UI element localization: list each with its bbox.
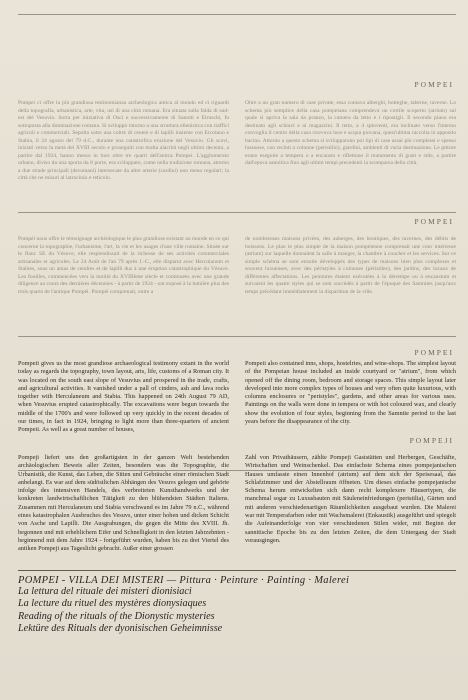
section-label-german: POMPEJI [409,436,454,445]
section-label-french: POMPEI [414,217,454,226]
german-column-1: Pompeji liefert uns den großartigsten in der ganzen Welt bestehenden archäologischen Beweis aller Zeiten, besonders was die Topographie, die Urbanistik, die Kunst, das Leben, die Sitten und Gebräuche einer römischen Stadt anbelangt. Es war auf dem südöstlichen Abhängen des Vesuvs gelegen und gehörte infolge des intensiven Handels, des verbreiteten Kunsthandwerks und der konkreten landwirtschaftlichen Tätigkeit zu den blühendsten Städten Italiens. Zusammen mit Herculaneum und Stabia verschwand es im Jahre 79 n.C., während eines katastrophalen Ausbruches des Vesuvs, unter einer hohen und dicken Schicht von Asche und Lapilli. Die Ausgrabungen, die gegen die Mitte des XVIII. Jh. begonnen und mit erheblichem Eifer und Schnelligkeit in den letzten Jahrzehnten - beginnend mit dem Jahre 1924 - fortgeführt wurden, haben bis zu drei Viertel des antiken Pompeji aus Tageslicht gebracht. Außer einer grossen [18,454,229,553]
footer-line-italian: La lettura del rituale dei misteri dionisiaci [18,586,192,597]
footer-line-german: Lektüre des Rituals der dyonisischen Geheimnisse [18,623,223,635]
italian-column-1: Pompei ci offre la più grandiosa testimonianza archeologica antica al mondo ed ci riguardi della topografia, urbanistica, arte, vita, usi di una città romana. Era situata sulla falda di sud-est del Vesuvio. Sorta per iniziativa di Osci e successivamente di Sanniti e Etruschi, fu sottoposta alla dominazione romana. Si sviluppò intorno a una struttura ellenistica con traffici agricoli e commerciali. Sepolta sotto una coltre di cenere e di lapilli insieme con Ercolano e Stabia, il 24 agosto del 79 d.C., durante una catastrofica eruzione del Vesuvio. Gli scavi, iniziati verso la metà del XVIII secolo e proseguiti con molta alacrità negli ultimi decenni, a partire dal 1924, hanno messo in luce oltre tre quarti dell'antica Pompei. L'agglomerato urbano, diviso da una sporta da 8 porte, era sviluppato, come nella tradizione romana, attorno a due strade principali (decumani) intersecate da altre arterie (cardini) non meno regolari; la città che ne misuri al latrocinio e reticolo. [18,100,229,181]
french-section [18,236,456,328]
french-column-2: de nombreuses maisons privées, des auberges, des boutiques, des tavernes, des débits de boissons. Le plan le plus simple de la maison pompéienne comprenait une cour intérieure (atrium) sur laquelle donnaient la salle à manger, la chambre à coucher et les services. Sur ce simple schéma se sont ensuite développés des types de maisons bien plus complexes et souvent luxueuses, avec des péristyles à colonnes (péristiles), des jardins, des locaux de différentes affectations. Les peintures étaient exécutées à la détrempe ou à encaustum et suivaient les quatre styles qui se sont succédés à partir de l'époque des Samnites jusqu'aux temps précédant immédiatement la disparition de la ville. [245,236,456,295]
italian-column-2: Oltre a un gran numero di case private, essa contava alberghi, botteghe, taberne, taverne. Lo schema più semplice della casa pompeiana comprendeva un cortile scoperto (atrium) sul quale si apriva la sala da pranzo, la camera da letto e i ripostigli. Il secondo piano era destinato agli schiavi e ai magazzini. Il tetto, a 4 spioventi, era inclinato verso l'interno convoglia il centro della casa ricevuva luce e acqua piovana, quest'ultima raccolta in apposito bacino. Attorno a questo schema si svilupparono poi tipi di case assai più complessi e spesso lussuose, con recinti a colonne (peristilio), giardini, ambienti di varia destinazione. Le pitture erano eseguite a tempera o a encausto e riflettono il mutamento di gusti e stile, a partire dall'epoca sannitica fino agli ultimi tempi precedenti la scomparsa della città. [245,100,456,166]
english-column-2: Pompeii also contained inns, shops, hostelries, and wine-shops. The simplest layout of the Pompeian house included an inside courtyard or "atrium", from which opened off the dining room, bedroom and storage spaces. This simple layout later developed into more complex types of houses and very often quite luxurious, with columns enclosures or "peristyles", gardens, and other areas for various uses. Paintings on the walls were done in tempera or with hot coloured wax, and clearly show the evolution of four styles, beginning from the Samnite period to the last years before the disappearance of the city. [245,360,456,426]
german-section [18,454,456,566]
divider-english [18,336,456,337]
divider-top [18,14,456,15]
footer-caption [18,575,456,636]
divider-french [18,212,456,213]
italian-section [18,100,456,200]
section-label-english: POMPEI [414,348,454,357]
french-column-1: Pompéi nous offre le témoignage archéologique le plus grandiose existant au monde en ce qui concerne la topographie, l'urbanisme, l'art, la vie et les usages d'une ville romaine. Située sur le flanc SE du Vésuve, elle resplendissait de la richesse de ses activités commerciales artisanales et agricoles. Le 24 Août de l'an 79 après J.-C., elle disparut avec Herculanum et Stabies, sous un amas de cendres et de lapilli dus à une éruption catastrophique du Vésuve. Les fouilles, commencées vers la moitié du XVIIIème siècle et continuées avec une grande diligence au cours des dernières décennies - à partir de 1924 - ont exposé à la lumière plus des trois quarts de l'antique Pompéi. Pompéi comprenait, outre a [18,236,229,295]
divider-footer [18,570,456,571]
section-label-italian: POMPEI [414,80,454,89]
footer-title: POMPEI - VILLA DEI MISTERI — Pittura · Peinture · Painting · Malerei [18,575,350,586]
english-column-1: Pompeii gives us the most grandiose archaeological testimony extant in the world today as regards the topography, town layout, arts, life, customs of a Roman city. It was located on the south east slope of Vesuvius and prospered in the trade, crafts, and agricultural activities. It vanished under a pall of cinders, ash and lava rocks together with Herculaneum and Stabia. This happened on 24th August 79 AD, when Vesuvius erupted catastrophically. The excavations were begun towards the middle of the 1700's and were followed up very quickly in the recent decades of our times, in fact in 1924, bringing to light more than three-quarters of ancient Pompeii. As well as a great number of houses, [18,360,229,434]
german-column-2: Zahl von Privathäusern, zählte Pompeji Gaststätten und Herbergen, Geschäfte, Wirtschaften und Weinschenkel. Das einfachste Schema eines pompejanischen Hauses umfasste einen Innenhof (atrium) auf dem sich der Speisesaal, das Schlafzimmer und der Abstellraum öffneten. Um dieses einfache pompejanische Schema herum entwickelten sich dann recht komplexere Häusertypen, die manchmal sogar zu Luxusbauten mit Säuleneinfriedungen (peristilia), Gärten und mit anderen verschiedenartigen Räumlichkeiten ausgebaut wurden. Die Malerei war mit Temperafarben oder mit Wachsmalerei (Enkaustik) ausgeführt und spiegelt die Aufeinanderfolge von vier verschiedenen Stilen wider, mit Beginn der sannitische Epoche bis zu den letzten Zeiten, die dem Untergang der Stadt vorausgingen. [245,454,456,544]
footer-line-french: La lecture du rituel des mystères dionysiaques [18,598,207,610]
english-section [18,360,456,462]
footer-line-english: Reading of the rituals of the Dionystic mysteries [18,610,215,622]
